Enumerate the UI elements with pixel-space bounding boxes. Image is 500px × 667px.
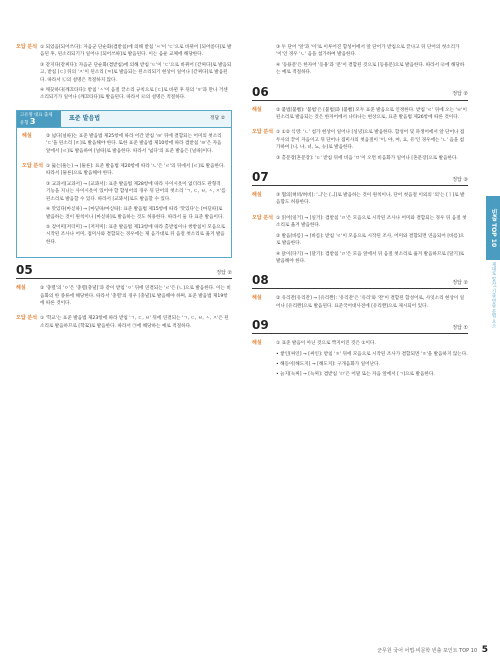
unit-body (17, 128, 231, 257)
explanation-entry (22, 133, 226, 158)
entry-body (40, 44, 232, 105)
entry-paragraph: ③ 두 단어 '앞'과 '이'로 이루어진 합성어에서 앞 단어가 받침으로 끝나고 뒤 단어의 첫소리가 '이'인 경우 'ㄴ' 음을 첨가하여 발음한다. (276, 45, 460, 58)
section-answer: 정답 ① (452, 324, 468, 331)
entry-tag: 해설 (252, 340, 262, 347)
entry-body (276, 44, 468, 80)
entry-tag: 해설 (22, 132, 32, 139)
entry-paragraph: ④ '등용문'은 한자어 '등용'과 '문'이 결합된 것으로 [등용문]으로 발음한다. 따라서 ㉣에 해당하는 예로 적절하다. (276, 62, 465, 76)
unit-box (16, 110, 232, 258)
entry-body (276, 340, 468, 382)
entry-body (40, 315, 232, 333)
entry-paragraph: ③ 홑문장[혼문장]: 'ㅌ' 받침 뒤에 비음 'ㅁ'이 오면 비음화가 일어나 [혼문장]으로 발음한다. (276, 155, 458, 161)
right-top-entry (252, 44, 468, 80)
entry-tag: 오답 분석 (22, 163, 44, 170)
entry-paragraph: ② 불법[불뻡]: '불법'은 [불법]과 [불뻡] 모두 표준 발음으로 인정한다. 받침 'ㄹ' 뒤에 오는 'ㅂ'이 된소리로 발음되는 것은 한자어에서 나타나는 현상으로, 표준 발음법 제26항에 따른 것이다. (276, 107, 467, 121)
entry-tag: 해설 (16, 285, 26, 292)
entry-tag: 오답 분석 (252, 129, 274, 136)
section-answer: 정답 ② (452, 279, 468, 286)
section-answer: 정답 ② (452, 91, 468, 98)
explanation-entry (252, 295, 468, 313)
entry-paragraph: ② 유리잔[유리잔] → [유리짠]: '유리잔'은 '유리'와 '잔'이 결합된 합성어로, 사잇소리 현상이 일어나 [유리짠]으로 발음된다. 표준국어대사전에 [유리짠]으로 제시되어 있다. (276, 296, 465, 309)
section-header-08 (252, 274, 468, 289)
unit-label-number: 3 (29, 116, 36, 126)
entry-paragraph: ④ 깨끗하다[깨끄타다]: 받침 'ㅅ'이 음절 끝소리 규칙으로 [ㄷ]로 바뀐 후 뒤의 'ㅎ'과 만나 거센소리되기가 일어나 [깨끄타다]로 발음된다. 따라서 ㉣의 설명은 적절하다. (40, 88, 228, 101)
unit-label (17, 111, 61, 127)
left-top-entry (16, 44, 232, 105)
entry-paragraph: • 늙지[늑찌] → [늑찌]: 겹받침 'ㄺ'은 어말 또는 자음 앞에서 [ㄱ]으로 발음한다. (276, 372, 435, 378)
section-number: 06 (252, 84, 269, 99)
section-number: 05 (16, 263, 33, 278)
section-number: 07 (252, 170, 269, 185)
entry-paragraph: ② '충렬'의 'ㅇ'은 '충렬[충녈]'과 같이 받침 'ㅇ' 뒤에 연결되는 'ㄹ'은 [ㄴ]으로 발음한다. 이는 비음화의 한 종류에 해당한다. 따라서 '충렬'의 경우 [충녈]로 발음해야 하며, 표준 발음법 제19항에 따른 것이다. (40, 286, 231, 306)
entry-paragraph: ② 발음[바름] → [바름]: 받침 'ㄹ'이 모음으로 시작된 조사, 어미와 결합되면 연음되어 [바름]으로 발음한다. (276, 233, 465, 247)
wrong-answer-entry (252, 129, 468, 165)
entry-paragraph: ① 읽어[일거] → [일거]: 겹받침 'ㄺ'은 모음으로 시작된 조사나 어미와 결합되는 경우 뒤 음절 첫소리로 옮겨 발음한다. (276, 215, 467, 229)
page-number: 5 (481, 645, 488, 655)
explanation-entry (252, 340, 468, 382)
right-column (252, 44, 468, 387)
entry-body (276, 129, 468, 165)
entry-paragraph: ① 표준 발음이 아닌 것으로 짝지어진 것은 ①이다. (276, 341, 376, 347)
entry-tag: 오답 분석 (252, 214, 274, 221)
section-header-06 (252, 86, 468, 101)
explanation-entry (16, 285, 232, 310)
entry-body (276, 295, 468, 313)
wrong-answer-entry (252, 215, 468, 268)
entry-paragraph: ① 되었음[되어쓰다]: 자음군 단순화(겹받침)에 의해 받침 'ㅆ'이 'ㄷ'으로 바뀌어 [되어쓷다]로 발음된 후, 된소리되기가 일어나 [되어쓰따]로 발음된다. 이는 음운 교체에 해당한다. (40, 45, 232, 58)
entry-paragraph: ① ①② 식영: 'ㄴ' 첨가 현상이 일어나 [싱녕]으로 발음한다. 합성어 및 파생어에서 앞 단어나 접두사의 끝이 자음이고 뒤 단어나 접미사의 첫음절이 '이, 야, 여, 요, 유'인 경우에는 'ㄴ' 음을 첨가하여 [니, 냐, 녀, 뇨, 뉴]로 발음한다. (276, 130, 465, 151)
unit-label-text: 고유명 대표 출제 유형 (20, 112, 53, 126)
wrong-answer-entry (22, 163, 226, 249)
section-header-05 (16, 264, 232, 279)
side-tab-subtitle: 제대로 알자! 기출 빈출 문법 요소 (491, 262, 496, 328)
entry-body (276, 215, 468, 268)
entry-tag: 해설 (252, 192, 262, 199)
entry-paragraph: ① '학교'는 표준 발음법 제23항에 따라 받침 'ㄱ, ㄷ, ㅂ' 뒤에 연결되는 'ㄱ, ㄷ, ㅂ, ㅅ, ㅈ'은 된소리로 발음하므로 [학꾜]로 발음한다. 따라서 ㉠에 해당하는 예로 적절하다. (40, 316, 229, 329)
entry-body (276, 107, 468, 125)
section-answer: 정답 ③ (452, 176, 468, 183)
section-number: 08 (252, 273, 269, 288)
entry-tag: 오답 분석 (16, 44, 38, 50)
unit-answer: 정답 ② (209, 116, 225, 122)
entry-paragraph: ② 넓다[널따]는 표준 발음법 제25항에 따라 어간 받침 'ㄼ' 뒤에 결합되는 어미의 첫소리 'ㄷ'을 된소리 [ㄸ]로 발음해야 한다. 또한 표준 발음법 제10항에 따라 겹받침 'ㄼ'은 자음 앞에서 [ㄹ]로 발음하여 [널따]로 발음한다. 따라서 '넓다'의 표준 발음은 [널따]이다. (46, 133, 222, 154)
side-tab: 빈출 TOP 10 (486, 196, 500, 260)
entry-tag: 해설 (252, 106, 262, 113)
entry-body (46, 163, 226, 249)
section-header-09 (252, 319, 468, 334)
footer-text: 군무원 국어 어법·비문학 빈출 포인트 TOP 10 (377, 648, 478, 654)
entry-body (40, 285, 232, 310)
entry-paragraph: ④ 닭이[다기] → [달기]: 겹받침 'ㄺ'은 모음 앞에서 뒤 음절 첫소리로 옮겨 발음하므로 [달기]로 발음해야 한다. (276, 251, 465, 264)
entry-body (46, 133, 226, 158)
unit-topic: 표준 발음법 (69, 115, 101, 123)
entry-body (276, 192, 468, 210)
left-column (16, 44, 232, 338)
entry-paragraph: ④ 맛있다[마싣따] → [마딛따/마싣따]: 표준 발음법 제15항에 따라 '맛있다'는 [마딛따]로 발음하는 것이 원칙이나 [마싣따]로 발음하는 것도 허용한다. 따라서 둘 다 표준 발음이다. (46, 207, 224, 220)
entry-tag (252, 44, 276, 80)
entry-tag: 오답 분석 (16, 315, 38, 322)
entry-paragraph: ③ 교과서[교과서] → [교꽈서]: 표준 발음법 제28항에 따라 사이시옷이 없더라도 관형격 기능을 지니는 사이시옷이 있어야 할 합성어의 경우 뒤 단어의 첫소리 'ㄱ, ㄷ, ㅂ, ㅅ, ㅈ'를 된소리로 발음할 수 있다. 따라서 [교꽈서]로도 발음할 수 있다. (46, 181, 226, 202)
wrong-answer-entry (16, 315, 232, 333)
unit-header (17, 111, 231, 128)
entry-paragraph: ① 뚫는[뚤는] → [뚤른]: 표준 발음법 제20항에 따라 'ㄴ'은 'ㄹ'의 뒤에서 [ㄹ]로 발음한다. 따라서 [뚤른]으로 발음해야 한다. (46, 164, 225, 177)
entry-paragraph: ③ 협의[혀븨/혀비]: 'ㅢ'는 [ㅢ]로 발음하는 것이 원칙이나, 단어 첫음절 이외의 '의'는 [ㅣ]로 발음함도 허용한다. (276, 193, 465, 206)
explanation-entry (252, 192, 468, 210)
section-answer: 정답 ② (216, 269, 232, 276)
entry-paragraph: • 해돋이[해도지] → [해도지]: 구개음화가 일어난다. (276, 361, 380, 367)
entry-paragraph: ③ 같지다[같찌다]: 자음군 단순화(겹받침)에 의해 받침 'ㅌ'이 'ㄷ'으로 바뀌어 [갇찌다]로 발음되고, 받침 [ㄷ] 뒤의 'ㅈ'이 된소리 [ㅉ]로 발음되는 된소리되기 현상이 일어나 [갇찌다]로 발음된다. 따라서 ㉡의 설명은 적절하지 않다. (40, 62, 232, 83)
entry-paragraph: ⑤ 젖어미[저더미] → [저저미]: 표준 발음법 제13항에 따라 홑받침이나 쌍받침이 모음으로 시작된 조사나 어미, 접미사와 결합되는 경우에는 제 음가대로 뒤 음절 첫소리로 옮겨 발음한다. (46, 224, 226, 245)
explanation-entry (252, 107, 468, 125)
section-header-07 (252, 171, 468, 186)
entry-tag: 해설 (252, 295, 262, 302)
page-footer (377, 645, 488, 655)
section-number: 09 (252, 318, 269, 333)
entry-paragraph: • 쌓인[싸인] → [싸인]: 받침 'ㅎ' 뒤에 모음으로 시작된 조사가 결합되면 'ㅎ'을 발음하지 않는다. (276, 351, 468, 357)
